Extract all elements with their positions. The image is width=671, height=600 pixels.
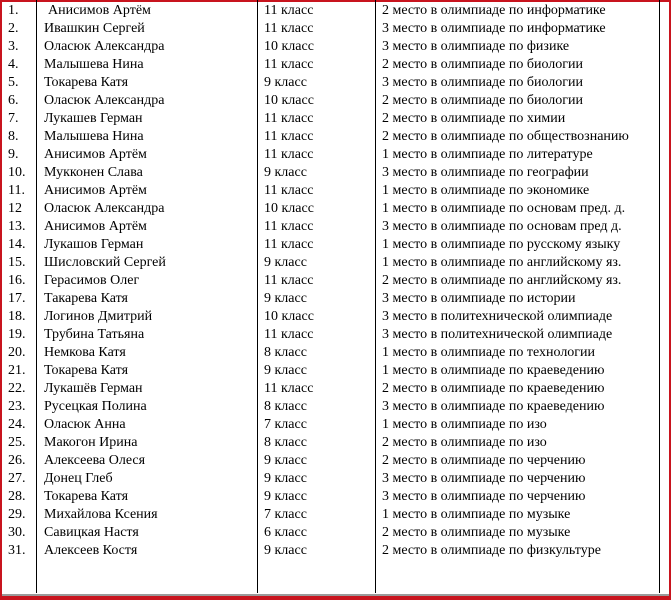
olympiad-result: 3 место в политехнической олимпиаде [382,327,613,342]
student-name: Токарева Катя [44,363,129,378]
olympiad-result: 2 место в олимпиаде по биологии [382,57,584,72]
row-number: 18. [8,309,26,324]
table-row [0,218,671,236]
olympiad-result: 3 место в олимпиаде по основам пред д. [382,219,622,234]
class-grade: 11 класс [264,129,314,144]
olympiad-result: 2 место в олимпиаде по физкультуре [382,543,601,558]
student-name: Михайлова Ксения [44,507,158,522]
student-name: Оласюк Александра [44,93,165,108]
student-name: Герасимов Олег [44,273,140,288]
table-row [0,92,671,110]
olympiad-result: 1 место в олимпиаде по изо [382,417,547,432]
table-row [0,2,671,20]
table-row [0,182,671,200]
table-row [0,146,671,164]
class-grade: 10 класс [264,39,314,54]
row-number: 25. [8,435,26,450]
class-grade: 11 класс [264,21,314,36]
table-row [0,236,671,254]
row-number: 22. [8,381,26,396]
student-name: Савицкая Настя [44,525,139,540]
student-name: Анисимов Артём [44,147,147,162]
student-name: Логинов Дмитрий [44,309,153,324]
class-grade: 9 класс [264,453,307,468]
olympiad-result: 1 место в олимпиаде по литературе [382,147,593,162]
table-row [0,164,671,182]
student-name: Оласюк Александра [44,39,165,54]
class-grade: 11 класс [264,273,314,288]
class-grade: 9 класс [264,291,307,306]
student-name: Такарева Катя [44,291,128,306]
table-row [0,38,671,56]
row-number: 9. [8,147,19,162]
class-grade: 9 класс [264,471,307,486]
row-number: 13. [8,219,26,234]
table-row [0,488,671,506]
class-grade: 8 класс [264,345,307,360]
class-grade: 9 класс [264,543,307,558]
class-grade: 7 класс [264,417,307,432]
row-number: 15. [8,255,26,270]
table-row [0,290,671,308]
row-number: 4. [8,57,19,72]
olympiad-result: 2 место в олимпиаде по английскому яз. [382,273,622,288]
class-grade: 9 класс [264,255,307,270]
student-name: Лукашев Герман [44,111,143,126]
table-row [0,398,671,416]
row-number: 30. [8,525,26,540]
student-name: Мукконен Слава [44,165,143,180]
table-row [0,362,671,380]
row-number: 31. [8,543,26,558]
student-name: Трубина Татьяна [44,327,145,342]
olympiad-result: 2 место в олимпиаде по черчению [382,453,586,468]
class-grade: 11 класс [264,57,314,72]
row-number: 24. [8,417,26,432]
table-row [0,128,671,146]
class-grade: 7 класс [264,507,307,522]
olympiad-result: 3 место в олимпиаде по информатике [382,21,606,36]
row-number: 16. [8,273,26,288]
table-row [0,506,671,524]
student-name: Оласюк Анна [44,417,126,432]
class-grade: 6 класс [264,525,307,540]
row-number: 6. [8,93,19,108]
row-number: 7. [8,111,19,126]
class-grade: 8 класс [264,399,307,414]
class-grade: 11 класс [264,381,314,396]
olympiad-result: 2 место в олимпиаде по биологии [382,93,584,108]
row-number: 11. [8,183,25,198]
row-number: 2. [8,21,19,36]
class-grade: 11 класс [264,147,314,162]
row-number: 28. [8,489,26,504]
olympiad-result: 3 место в политехнической олимпиаде [382,309,613,324]
student-name: Немкова Катя [44,345,126,360]
row-number: 27. [8,471,26,486]
student-name: Малышева Нина [44,57,144,72]
student-name: Макогон Ирина [44,435,138,450]
olympiad-result: 2 место в олимпиаде по обществознанию [382,129,629,144]
class-grade: 9 класс [264,363,307,378]
row-number: 23. [8,399,26,414]
student-name: Анисимов Артём [44,183,147,198]
student-name: Анисимов Артём [48,3,151,18]
table-row [0,56,671,74]
table-row [0,326,671,344]
class-grade: 9 класс [264,165,307,180]
student-name: Шисловский Сергей [44,255,166,270]
row-number: 10. [8,165,26,180]
class-grade: 9 класс [264,489,307,504]
class-grade: 11 класс [264,3,314,18]
student-name: Алексеева Олеся [44,453,146,468]
table-row [0,524,671,542]
olympiad-result: 1 место в олимпиаде по русскому языку [382,237,621,252]
class-grade: 11 класс [264,327,314,342]
table-row [0,110,671,128]
frame-border-bottom [0,596,671,600]
olympiad-result: 3 место в олимпиаде по биологии [382,75,584,90]
class-grade: 10 класс [264,309,314,324]
row-number: 8. [8,129,19,144]
row-number: 20. [8,345,26,360]
student-name: Донец Глеб [44,471,113,486]
row-number: 21. [8,363,26,378]
olympiad-result: 3 место в олимпиаде по черчению [382,489,586,504]
table-row [0,434,671,452]
class-grade: 11 класс [264,183,314,198]
olympiad-result: 2 место в олимпиаде по краеведению [382,381,605,396]
class-grade: 10 класс [264,93,314,108]
table-row [0,308,671,326]
row-number: 17. [8,291,26,306]
row-number: 19. [8,327,26,342]
table-row [0,542,671,560]
olympiad-result: 3 место в олимпиаде по географии [382,165,589,180]
olympiad-result: 3 место в олимпиаде по краеведению [382,399,605,414]
table-row [0,416,671,434]
row-number: 26. [8,453,26,468]
class-grade: 8 класс [264,435,307,450]
table-row [0,470,671,488]
table-row [0,20,671,38]
olympiad-result: 1 место в олимпиаде по технологии [382,345,596,360]
row-number: 12 [8,201,22,216]
student-name: Малышева Нина [44,129,144,144]
olympiad-result: 2 место в олимпиаде по изо [382,435,547,450]
results-table [0,2,671,560]
olympiad-result: 2 место в олимпиаде по информатике [382,3,606,18]
olympiad-result: 1 место в олимпиаде по краеведению [382,363,605,378]
class-grade: 9 класс [264,75,307,90]
table-row [0,272,671,290]
student-name: Оласюк Александра [44,201,165,216]
student-name: Анисимов Артём [44,219,147,234]
row-number: 1. [8,3,19,18]
row-number: 29. [8,507,26,522]
student-name: Токарева Катя [44,489,129,504]
row-number: 14. [8,237,26,252]
olympiad-result: 3 место в олимпиаде по физике [382,39,570,54]
olympiad-result: 1 место в олимпиаде по музыке [382,507,571,522]
table-row [0,452,671,470]
table-row [0,344,671,362]
olympiad-result: 1 место в олимпиаде по основам пред. д. [382,201,626,216]
class-grade: 11 класс [264,219,314,234]
row-number: 3. [8,39,19,54]
class-grade: 11 класс [264,237,314,252]
student-name: Лукашёв Герман [44,381,143,396]
class-grade: 11 класс [264,111,314,126]
student-name: Токарева Катя [44,75,129,90]
student-name: Ивашкин Сергей [44,21,145,36]
olympiad-result: 3 место в олимпиаде по истории [382,291,576,306]
table-row [0,200,671,218]
olympiad-result: 3 место в олимпиаде по черчению [382,471,586,486]
olympiad-result: 1 место в олимпиаде по английскому яз. [382,255,622,270]
student-name: Лукашов Герман [44,237,144,252]
table-row [0,380,671,398]
table-row [0,254,671,272]
table-row [0,74,671,92]
row-number: 5. [8,75,19,90]
olympiad-result: 2 место в олимпиаде по музыке [382,525,571,540]
class-grade: 10 класс [264,201,314,216]
olympiad-result: 1 место в олимпиаде по экономике [382,183,590,198]
student-name: Русецкая Полина [44,399,147,414]
olympiad-result: 2 место в олимпиаде по химии [382,111,566,126]
student-name: Алексеев Костя [44,543,138,558]
